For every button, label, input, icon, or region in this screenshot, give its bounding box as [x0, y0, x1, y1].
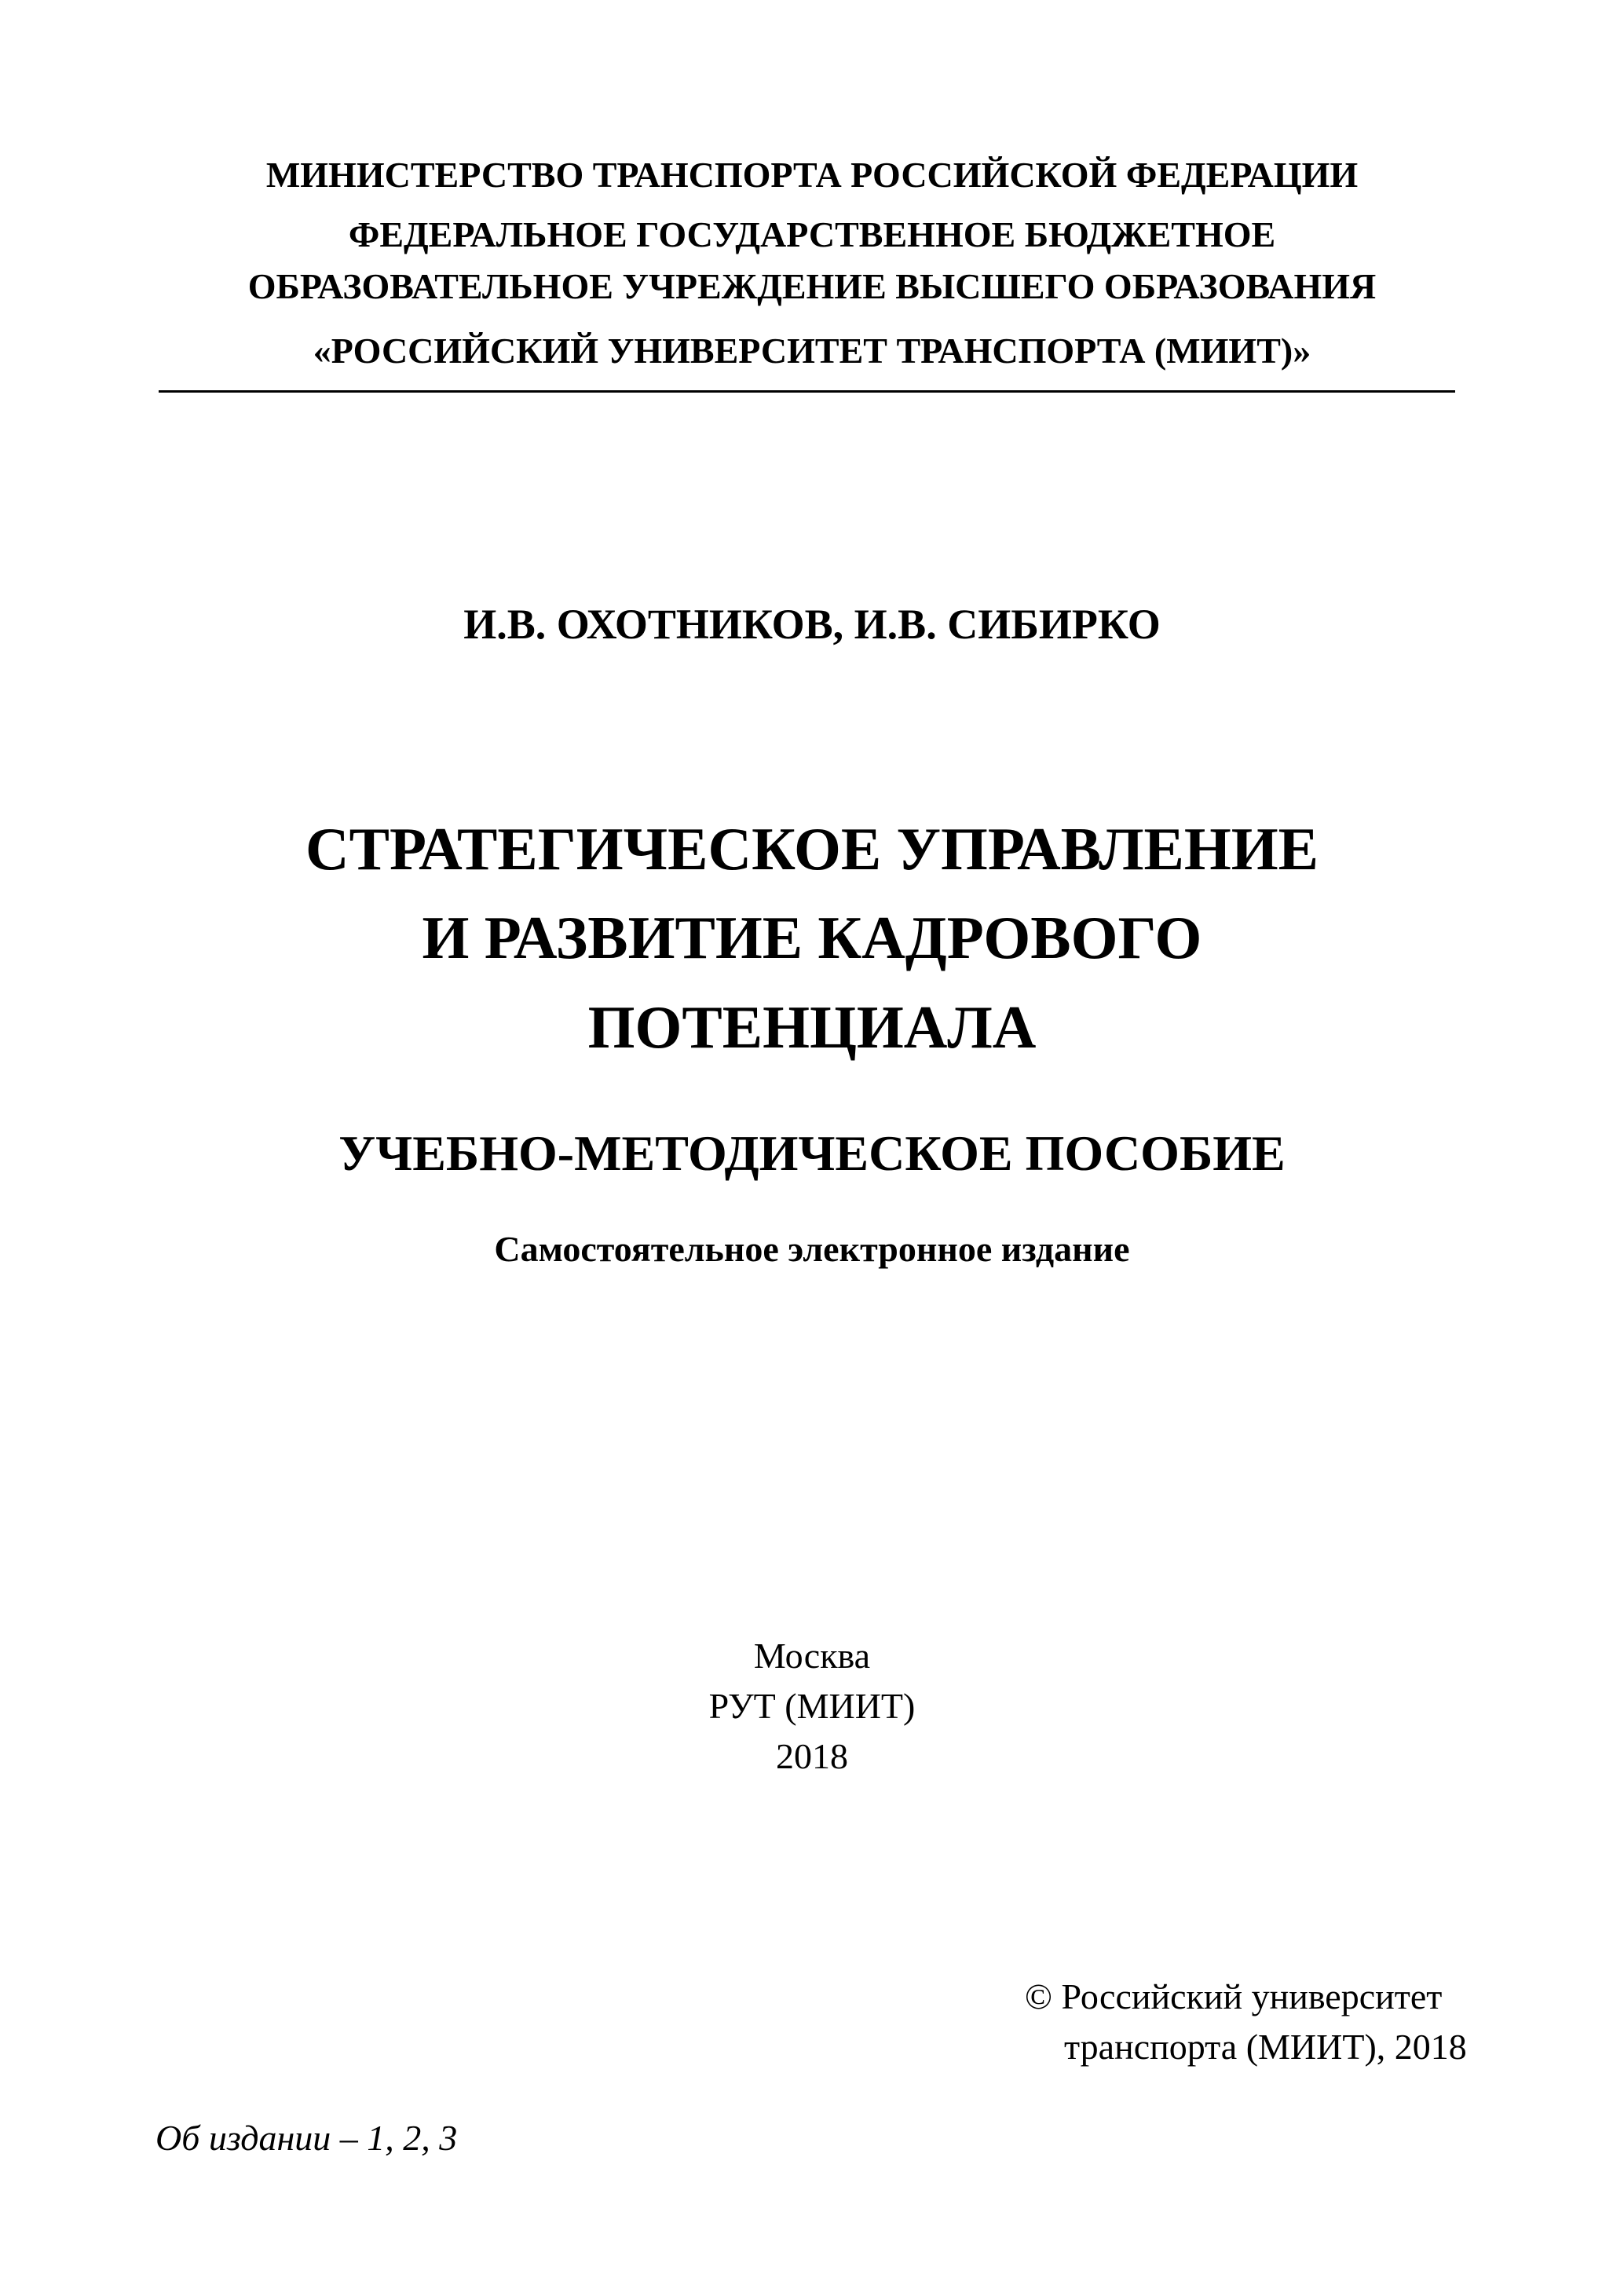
authors: И.В. ОХОТНИКОВ, И.В. СИБИРКО [463, 601, 1161, 648]
about-edition-note: Об издании – 1, 2, 3 [155, 2118, 458, 2158]
institution-type-line1: ФЕДЕРАЛЬНОЕ ГОСУДАРСТВЕННОЕ БЮДЖЕТНОЕ [348, 214, 1276, 254]
book-title-line2: И РАЗВИТИЕ КАДРОВОГО [422, 904, 1202, 971]
header-divider [159, 390, 1455, 393]
edition-note: Самостоятельное электронное издание [494, 1229, 1130, 1269]
document-type: УЧЕБНО-МЕТОДИЧЕСКОЕ ПОСОБИЕ [338, 1125, 1286, 1181]
institution-type-line2: ОБРАЗОВАТЕЛЬНОЕ УЧРЕЖДЕНИЕ ВЫСШЕГО ОБРАЗОВАНИЯ [247, 266, 1377, 306]
imprint-year: 2018 [776, 1736, 848, 1776]
book-title-line1: СТРАТЕГИЧЕСКОЕ УПРАВЛЕНИЕ [305, 815, 1319, 883]
university-name: «РОССИЙСКИЙ УНИВЕРСИТЕТ ТРАНСПОРТА (МИИТ)» [313, 331, 1311, 371]
imprint-city: Москва [753, 1636, 871, 1676]
copyright-line2: транспорта (МИИТ), 2018 [1064, 2027, 1467, 2067]
copyright-line1: © Российский университет [1025, 1976, 1443, 2016]
book-title-line3: ПОТЕНЦИАЛА [587, 993, 1037, 1061]
ministry-name: МИНИСТЕРСТВО ТРАНСПОРТА РОССИЙСКОЙ ФЕДЕРАЦИИ [265, 155, 1359, 195]
imprint-publisher: РУТ (МИИТ) [708, 1686, 916, 1726]
